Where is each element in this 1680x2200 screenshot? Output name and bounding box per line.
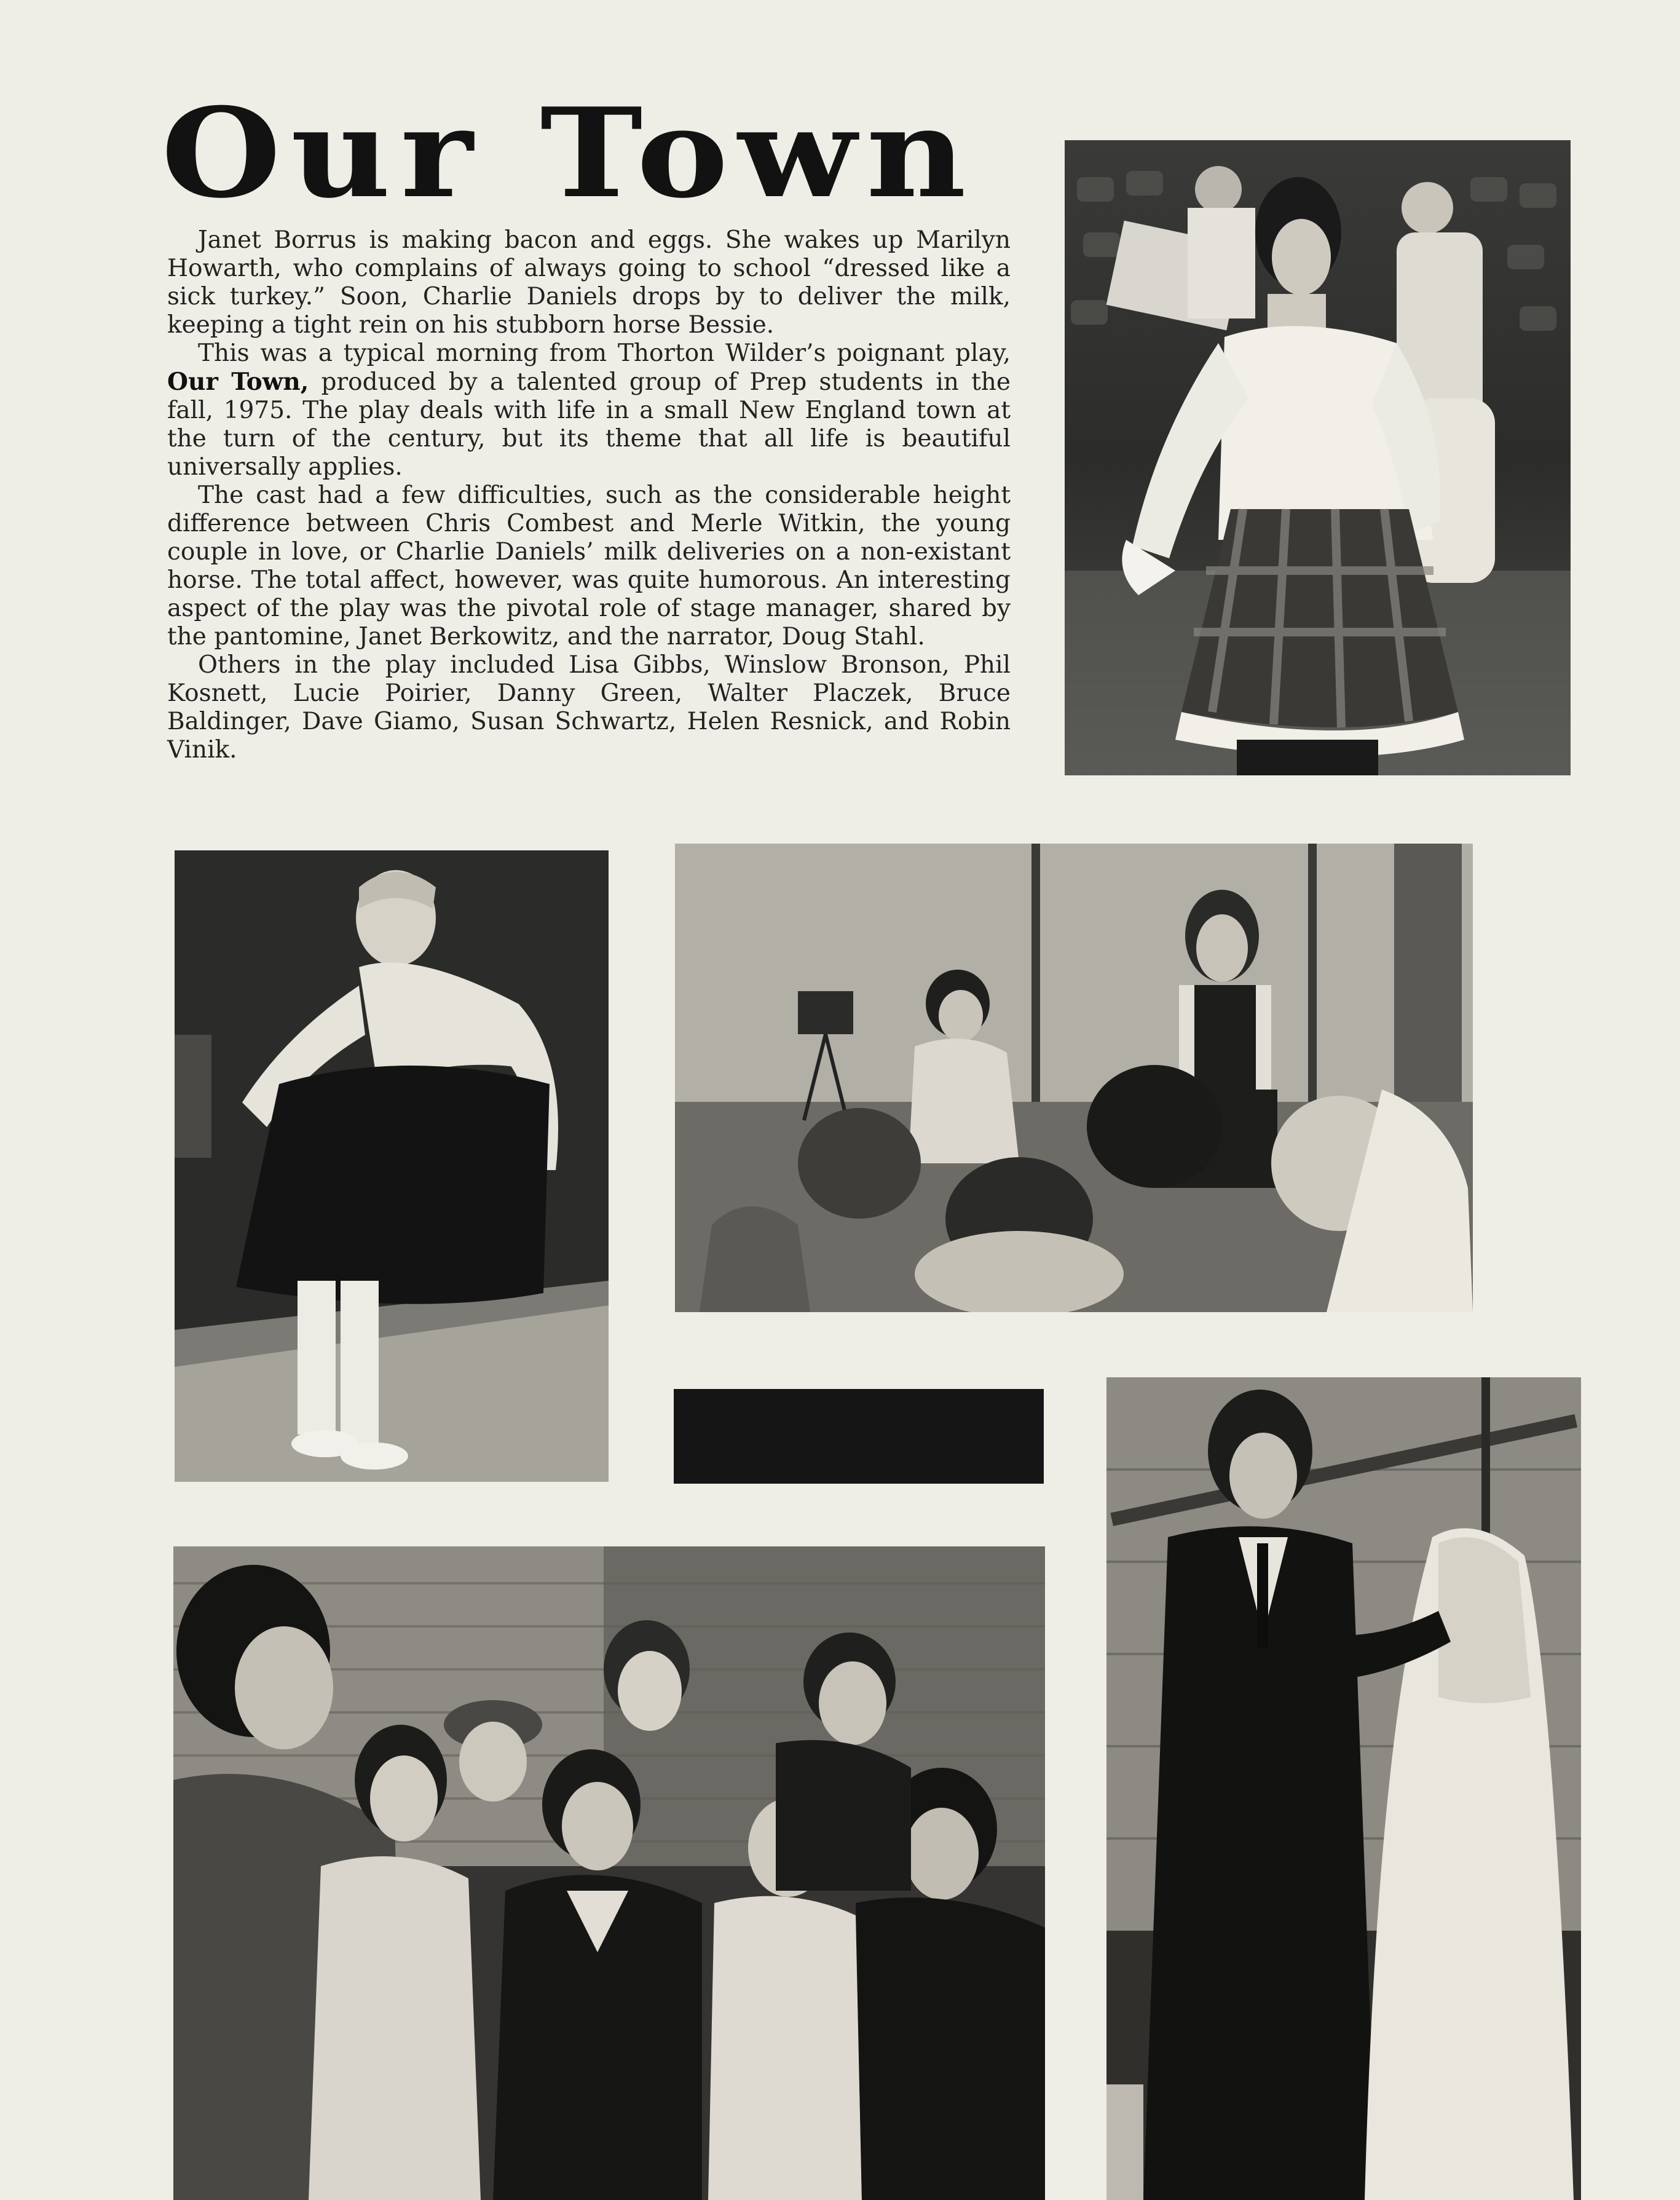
article-paragraph-3: The cast had a few difficulties, such as the considerable height difference between Chris Combest and Merle Witkin, the young couple in love, or Charlie Daniels’ milk deliveries on a non-existant horse. The total affect, however, was quite humorous. An interesting aspect of the play was the pivotal role of stage manager, shared by the pantomine, Janet Berkowitz, and the narrator, Doug Stahl. (167, 481, 1011, 651)
photo-3-graphic (675, 844, 1473, 1312)
photo-cast-group (173, 1546, 1045, 2200)
article-paragraph-1: Janet Borrus is making bacon and eggs. She wakes up Marilyn Howarth, who complains of always going to school “dressed like a sick turkey.” Soon, Charlie Daniels drops by to deliver the milk, keeping a tight rein on his stubborn horse Bessie. (167, 226, 1011, 339)
page-title: Our Town (161, 81, 976, 226)
article-paragraph-2-start: This was a typical morning from Thorton Wilder’s poignant play, (198, 339, 1011, 367)
photo-dancing-girl-apron (1065, 140, 1571, 775)
black-bar-block (674, 1389, 1044, 1484)
play-title-bold: Our Town, (167, 368, 309, 396)
photo-5-graphic (173, 1546, 1045, 2200)
photo-2-graphic (175, 850, 609, 1482)
photo-girl-bowing (175, 850, 609, 1482)
photo-1-graphic (1065, 140, 1571, 775)
article-paragraph-2-end: produced by a talented group of Prep students in the fall, 1975. The play deals with life in a small New England town at the turn of the century, but its theme that all life is beautiful universally applies. (167, 368, 1011, 481)
photo-4-graphic (1106, 1377, 1581, 2200)
article-body (167, 226, 1011, 764)
photo-wedding-scene (1106, 1377, 1581, 2200)
photo-rehearsal-circle (675, 844, 1473, 1312)
article-paragraph-4: Others in the play included Lisa Gibbs, Winslow Bronson, Phil Kosnett, Lucie Poirier, Danny Green, Walter Placzek, Bruce Baldinger, Dave Giamo, Susan Schwartz, Helen Resnick, and Robin Vinik. (167, 651, 1011, 764)
article-paragraph-2 (167, 339, 1011, 481)
